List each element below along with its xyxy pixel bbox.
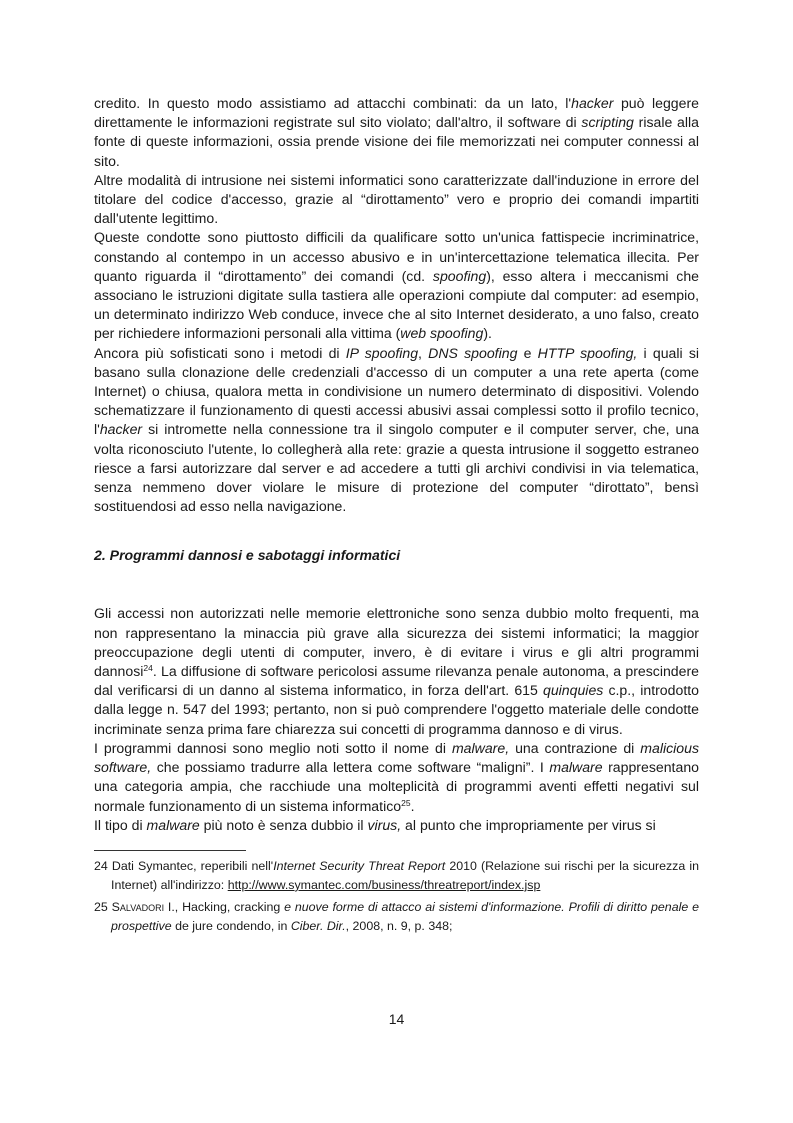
document-page <box>94 94 699 1094</box>
paragraph: Gli accessi non autorizzati nelle memorie elettroniche sono senza dubbio molto frequenti, ma non rappresentano la minaccia più grave alla sicurezza dei sistemi informatici; la maggior preoccupazione degli utenti di computer, invero, è di evitare i virus e gli altri programmi dannosi$^{24}$. La diffusione di software pericolosi assume rilevanza penale autonoma, a prescindere dal verificarsi di un danno al sistema informatico, in forza dell'art. 615 quinquies c.p., introdotto dalla legge n. 547 del 1993; pertanto, non si può comprendere l'oggetto materiale delle condotte incriminate senza prima fare chiarezza sui concetti di programma dannoso e di virus. <box>94 605 699 737</box>
section-heading: 2. Programmi dannosi e sabotaggi informatici <box>94 547 401 564</box>
footnote-ref[interactable]: 25 <box>401 797 411 808</box>
footnote-24: 24 Dati Symantec, reperibili nell'Internet Security Threat Report 2010 (Relazione sui rischi per la sicurezza in Internet) all'indirizzo: http://www.symantec.com/business/threatreport/index.jsp <box>94 858 700 892</box>
paragraph: credito. In questo modo assistiamo ad attacchi combinati: da un lato, l'hacker può leggere direttamente le informazioni registrate sul sito violato; dall'altro, il software di scripting risale alla fonte di queste informazioni, ossia prende visione dei file memorizzati nei computer connessi al sito. <box>94 95 699 169</box>
footnote-link[interactable]: http://www.symantec.com/business/threatreport/index.jsp <box>227 877 541 892</box>
page-number: 14 <box>388 1011 405 1027</box>
footnote-25: 25 Salvadori I., Hacking, cracking e nuove forme di attacco ai sistemi d'informazione. Profili di diritto penale e prospettive de jure condendo, in Ciber. Dir., 2008, n. 9, p. 348; <box>94 899 699 933</box>
paragraph: I programmi dannosi sono meglio noti sotto il nome di malware, una contrazione di malicious software, che possiamo tradurre alla lettera come software “maligni”. I malware rappresentano una categoria ampia, che racchiude una molteplicità di programmi aventi effetti negativi sul normale funzionamento di un sistema informatico$^{25}$. <box>94 739 700 814</box>
paragraph: Ancora più sofisticati sono i metodi di IP spoofing, DNS spoofing e HTTP spoofing, i quali si basano sulla clonazione delle credenziali d'accesso di un computer a una rete aperta (come Internet) o chiusa, qualora metta in condivisione un numero determinato di dispositivi. Volendo schematizzare il funzionamento di questi accessi abusivi assai complessi sotto il profilo tecnico, l'hacker si intromette nella connessione tra il singolo computer e il computer server, che, una volta riconosciuto l'utente, lo collegherà alla rete: grazie a questa intrusione il soggetto estraneo riesce a farsi autorizzare dal server e ad accedere a tutti gli archivi condivisi in via telematica, senza nemmeno dover violare le misure di protezione del computer “dirottato”, bensì sostituendosi ad esso nella navigazione. <box>94 344 700 515</box>
paragraph: Il tipo di malware più noto è senza dubbio il virus, al punto che impropriamente per virus si <box>94 816 656 833</box>
paragraph: Altre modalità di intrusione nei sistemi informatici sono caratterizzate dall'induzione in errore del titolare del codice d'accesso, grazie al “dirottamento” vero e proprio dei comandi impartiti dall'utente legittimo. <box>94 171 699 227</box>
footnote-ref[interactable]: 24 <box>143 663 153 674</box>
footnotes <box>94 857 699 936</box>
footnote-divider <box>94 850 246 851</box>
paragraph: Queste condotte sono piuttosto difficili da qualificare sotto un'unica fattispecie incriminatrice, constando al contempo in un accesso abusivo e in un'intercettazione telematica illecita. Per quanto riguarda il “dirottamento” dei comandi (cd. spoofing), esso altera i meccanismi che associano le istruzioni digitate sulla tastiera alle operazioni compiute dal computer: ad esempio, un determinato indirizzo Web conduce, invece che al sito Internet desiderato, a uno falso, creato per richiedere informazioni personali alla vittima (web spoofing). <box>94 229 700 342</box>
